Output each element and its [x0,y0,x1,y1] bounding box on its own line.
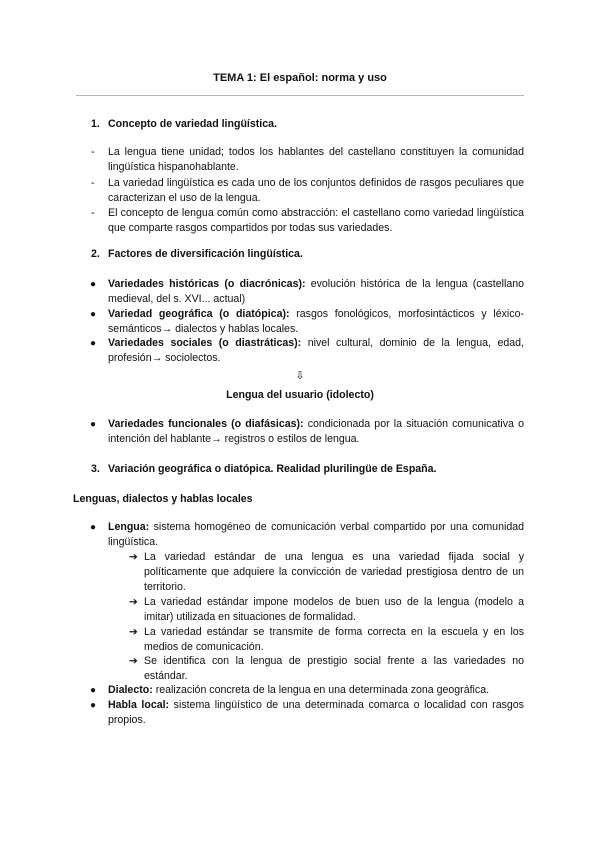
dash-marker: - [91,207,95,219]
section-title: Factores de diversificación lingüística. [108,248,303,260]
bullet-icon: ● [90,685,97,696]
bullet-icon: ● [90,522,97,533]
term: Variedades históricas (o diacrónicas): [108,278,306,290]
bullet-icon: ● [90,279,97,290]
dash-marker: - [91,177,95,189]
section-number: 1. [91,118,100,130]
list-item: La lengua tiene unidad; todos los hablantes del castellano constituyen la comunidad lingüística hispanohablante. [108,146,524,173]
list-item [108,277,524,307]
term: Dialecto: [108,684,153,696]
sub-list-item: La variedad estándar impone modelos de buen uso de la lengua (modelo a imitar) utilizada en situaciones de formalidad. [144,596,524,623]
sub-list-item: La variedad estándar se transmite de forma correcta en la escuela y en los medios de comunicación. [144,626,524,653]
definition: condicionada por la situación comunicativa o intención del hablante→ registros o estilos de lengua. [108,418,524,445]
definition: rasgos fonológicos, morfosintácticos y léxico-semánticos→ dialectos y hablas locales. [108,308,524,335]
term: Variedades sociales (o diastráticas): [108,337,302,349]
list-item [108,698,524,728]
list-item: El concepto de lengua común como abstracción: el castellano como variedad lingüística que comparte rasgos compartidos por todas sus variedades. [108,207,524,234]
center-heading: Lengua del usuario (idolecto) [226,389,374,401]
subheading: Lenguas, dialectos y hablas locales [73,493,253,505]
definition: realización concreta de la lengua en una determinada zona geográfica. [152,684,490,696]
definition: sistema homogéneo de comunicación verbal compartido por una comunidad lingüística. [108,521,524,548]
term: Lengua: [108,521,150,533]
list-item [108,336,524,366]
definition: evolución histórica de la lengua (castellano medieval, del s. XVI... actual) [108,278,524,305]
term: Habla local: [108,699,170,711]
term: Variedad geográfica (o diatópica): [108,308,290,320]
bullet-icon: ● [90,338,97,349]
bullet-icon: ● [90,419,97,430]
arrow-right-icon: ➔ [129,655,138,667]
section-number: 2. [91,248,100,260]
arrow-right-icon: ➔ [129,596,138,608]
arrow-right-icon: ➔ [129,626,138,638]
bullet-icon: ● [90,700,97,711]
sub-list-item: La variedad estándar de una lengua es una variedad fijada social y políticamente que adquiere la convicción de variedad prestigiosa dentro de un territorio. [144,551,524,593]
list-item [108,683,524,698]
definition: nivel cultural, dominio de la lengua, edad, profesión→ sociolectos. [108,337,524,364]
dash-marker: - [91,146,95,158]
section-number: 3. [91,463,100,475]
term: Variedades funcionales (o diafásicas): [108,418,304,430]
down-arrow-icon: ⇩ [295,370,305,382]
list-item [108,520,524,550]
list-item: La variedad lingüística es cada uno de los conjuntos definidos de rasgos peculiares que caracterizan el uso de la lengua. [108,177,524,204]
list-item [108,307,524,337]
section-title: Concepto de variedad lingüística. [108,118,277,130]
document-title: TEMA 1: El español: norma y uso [213,72,387,84]
arrow-right-icon: ➔ [129,551,138,563]
list-item [108,417,524,447]
sub-list-item: Se identifica con la lengua de prestigio social frente a las variedades no estándar. [144,655,524,682]
title-divider [76,95,524,96]
section-title: Variación geográfica o diatópica. Realidad plurilingüe de España. [108,463,437,475]
bullet-icon: ● [90,309,97,320]
definition: sistema lingüístico de una determinada comarca o localidad con rasgos propios. [108,699,524,726]
